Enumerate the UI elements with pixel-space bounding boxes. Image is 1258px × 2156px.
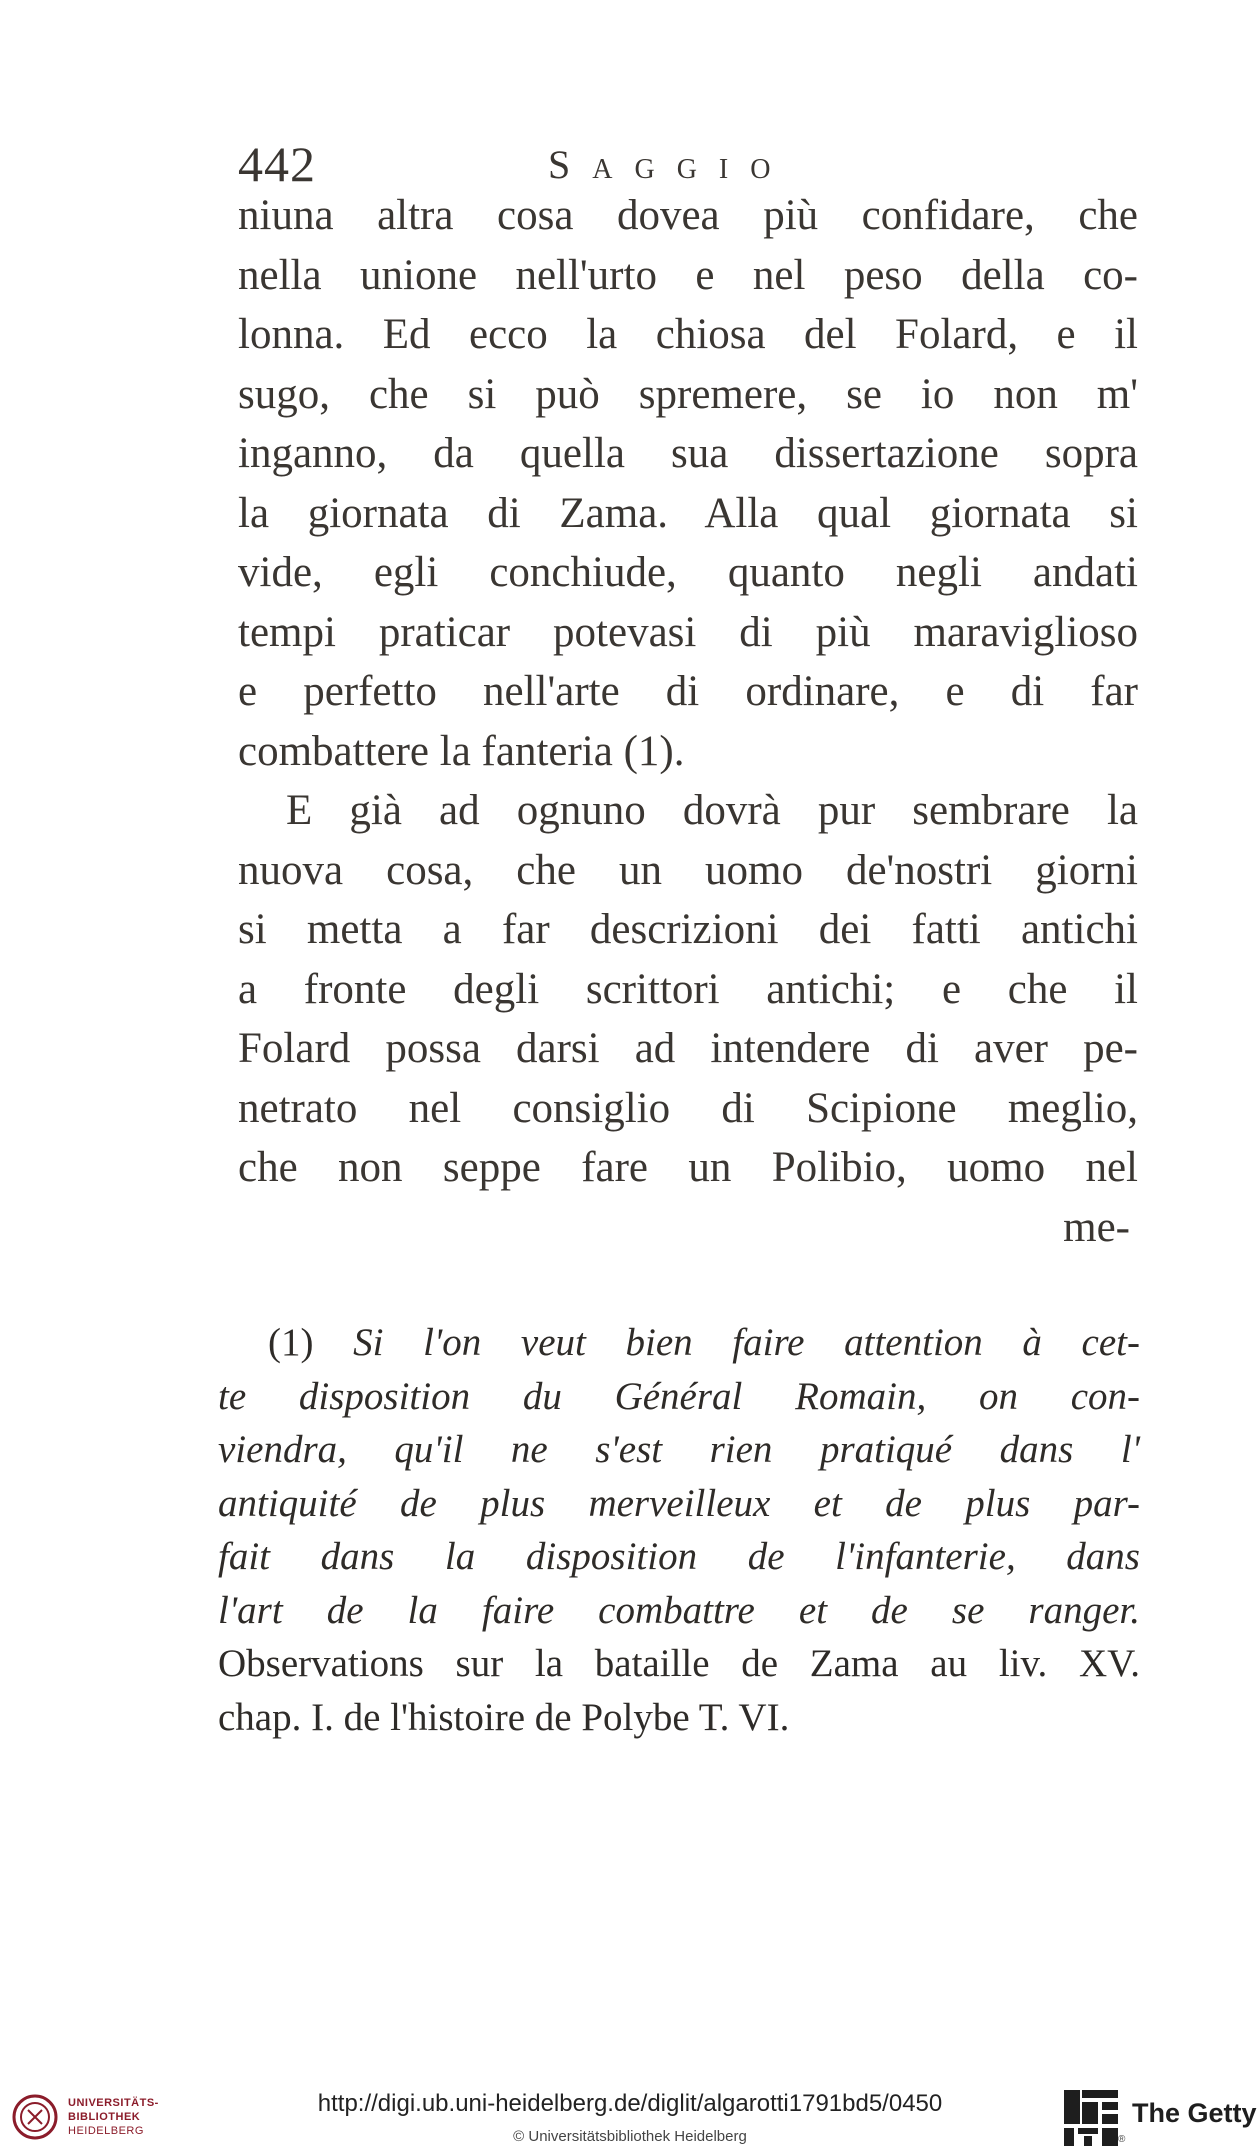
- library-logo[interactable]: [12, 2090, 172, 2146]
- footnote-line: [218, 1316, 1140, 1370]
- digitization-footer: [0, 2080, 1258, 2156]
- footnote-line: fait dans la disposition de l'infanterie, dans: [218, 1535, 1140, 1578]
- text-line: e perfetto nell'arte di ordinare, e di far: [238, 668, 1138, 715]
- library-seal-icon: [12, 2094, 58, 2140]
- library-name-line: UNIVERSITÄTS-: [68, 2097, 159, 2109]
- text-line: a fronte degli scrittori antichi; e che il: [238, 965, 1138, 1013]
- text-line: Folard possa darsi ad intendere di aver pe-: [238, 1025, 1138, 1072]
- text-line: vide, egli conchiude, quanto negli andati: [238, 549, 1138, 596]
- library-name-line: HEIDELBERG: [68, 2125, 144, 2137]
- text-line: si metta a far descrizioni dei fatti antichi: [238, 906, 1138, 953]
- partner-name[interactable]: The Getty: [1132, 2098, 1257, 2128]
- footnote-line: chap. I. de l'histoire de Polybe T. VI.: [218, 1695, 790, 1739]
- text-line: combattere la fanteria (1).: [238, 727, 685, 775]
- text-line: E già ad ognuno dovrà pur sembrare la: [286, 787, 1138, 834]
- text-line: nuova cosa, che un uomo de'nostri giorni: [238, 846, 1138, 894]
- text-line: netrato nel consiglio di Scipione meglio,: [238, 1084, 1138, 1132]
- footnote-marker: (1): [268, 1321, 314, 1364]
- getty-logo-icon[interactable]: [1062, 2088, 1120, 2148]
- registered-mark: ®: [1118, 2134, 1126, 2145]
- main-text: [238, 186, 1138, 1257]
- footnote-line: Observations sur la bataille de Zama au liv. XV.: [218, 1642, 1140, 1685]
- text-line: che non seppe fare un Polibio, uomo nel: [238, 1144, 1138, 1191]
- text-line: niuna altra cosa dovea più confidare, che: [238, 192, 1138, 239]
- catchword: me-: [1063, 1203, 1130, 1251]
- footnote-text: Si l'on veut bien faire attention à cet-: [353, 1321, 1141, 1364]
- running-head-rest: AGGIO: [592, 154, 793, 185]
- footnote-line: antiquité de plus merveilleux et de plus par-: [218, 1481, 1140, 1525]
- copyright-notice: © Universitätsbibliothek Heidelberg: [513, 2128, 747, 2145]
- library-name-line: BIBLIOTHEK: [68, 2111, 141, 2123]
- text-line: tempi praticar potevasi di più maraviglioso: [238, 608, 1138, 656]
- footnote-line: viendra, qu'il ne s'est rien pratiqué dans l': [218, 1428, 1140, 1471]
- text-line: nella unione nell'urto e nel peso della co-: [238, 251, 1138, 299]
- text-line: la giornata di Zama. Alla qual giornata si: [238, 489, 1138, 537]
- text-line: sugo, che si può spremere, se io non m': [238, 370, 1138, 418]
- page-number: 442: [238, 136, 316, 192]
- footnote-line: l'art de la faire combattre et de se ranger.: [218, 1588, 1140, 1632]
- footnote: [218, 1316, 1140, 1744]
- text-line: inganno, da quella sua dissertazione sopra: [238, 430, 1138, 477]
- library-name: [68, 2096, 159, 2138]
- running-head-initial: S: [548, 142, 593, 187]
- running-head: [548, 141, 792, 188]
- footnote-line: te disposition du Général Romain, on con-: [218, 1374, 1140, 1418]
- permalink-url[interactable]: http://digi.ub.uni-heidelberg.de/diglit/algarotti1791bd5/0450: [317, 2090, 943, 2117]
- text-line: lonna. Ed ecco la chiosa del Folard, e il: [238, 311, 1138, 358]
